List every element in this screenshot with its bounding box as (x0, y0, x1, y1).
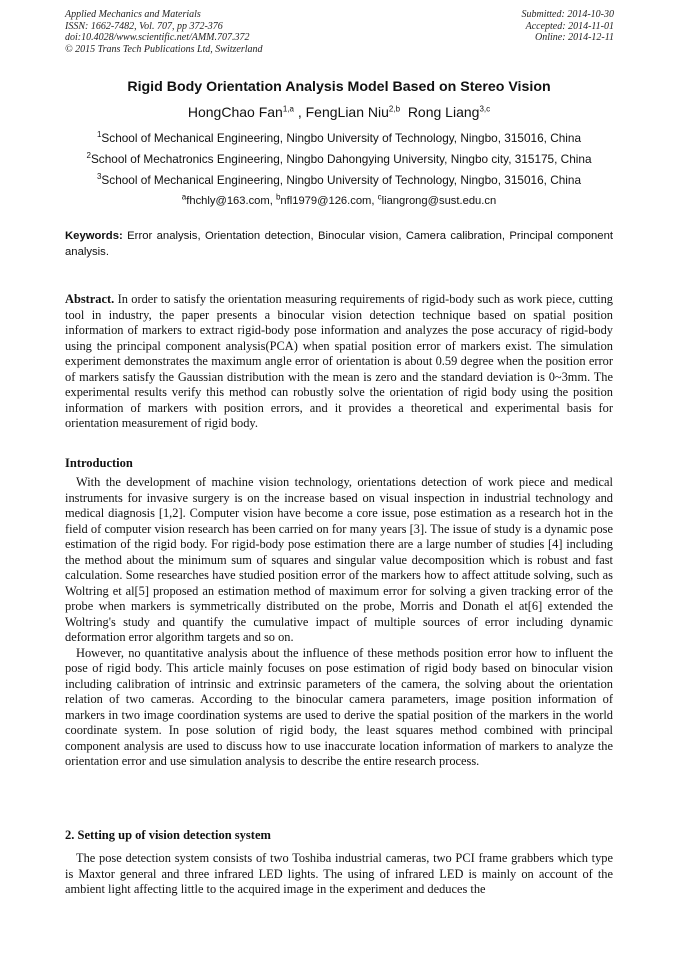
affiliation-sup: 3 (96, 172, 102, 182)
journal-info (65, 9, 263, 55)
abstract (65, 292, 613, 432)
affiliation-3 (0, 173, 678, 187)
affiliation-sup: 1 (96, 130, 102, 140)
keywords-label: Keywords: (65, 230, 123, 242)
author-sup: 2,b (388, 104, 401, 114)
email-sup: c (377, 192, 382, 202)
online-date: Online: 2014-12-11 (535, 32, 614, 43)
doi-line: doi:10.4028/www.scientific.net/AMM.707.372 (65, 32, 250, 43)
email-text: nfl1979@126.com, (280, 195, 378, 207)
accepted-date: Accepted: 2014-11-01 (525, 20, 614, 32)
email-text: fhchly@163.com, (186, 195, 276, 207)
abstract-label: Abstract. (65, 292, 115, 306)
introduction-heading: Introduction (65, 456, 133, 470)
affiliation-2 (0, 152, 678, 166)
author-separator: , (293, 104, 306, 120)
affiliation-sup: 2 (86, 151, 91, 161)
email-sup: b (275, 192, 281, 202)
introduction-body (65, 475, 613, 770)
author-emails (0, 192, 678, 207)
affiliation-text: School of Mechanical Engineering, Ningbo University of Technology, Ningbo, 315016, China (101, 173, 582, 187)
copyright-line: © 2015 Trans Tech Publications Ltd, Switzerland (65, 43, 263, 55)
author-separator (400, 104, 408, 120)
journal-name: Applied Mechanics and Materials (65, 9, 201, 20)
submission-dates (522, 9, 615, 44)
abstract-paragraph (65, 292, 613, 432)
affiliation-text: School of Mechatronics Engineering, Ningbo Dahongying University, Ningbo city, 315175, China (90, 152, 592, 166)
author-name: Rong Liang (407, 104, 480, 120)
abstract-text: In order to satisfy the orientation measuring requirements of rigid-body such as work piece, cutting tool in industry, the paper presents a binocular vision detection technique based on spatial position information of markers to extract rigid-body pose information and analyzes the pose accuracy of rigid-body using the principal component analysis(PCA) when spatial position error of markers exist. The simulation experiment demonstrates the maximum angle error of orientation is about 0.59 degree when the position error of markers satisfy the Gaussian distribution with the mean is zero and the standard deviation is 0~3mm. The experimental results verify this method can robustly solve the orientation of rigid body using the position information of markers with position errors, and it provides a theoretical and experimental basis for orientation measurement of rigid body. (65, 292, 613, 430)
affiliation-text: School of Mechanical Engineering, Ningbo University of Technology, Ningbo, 315016, China (101, 131, 582, 145)
author-sup: 3,c (479, 104, 491, 114)
keywords-text: Error analysis, Orientation detection, Binocular vision, Camera calibration, Principal component analysis. (65, 230, 613, 258)
author-list (0, 104, 678, 120)
keywords (65, 229, 613, 260)
email-sup: a (181, 192, 187, 202)
affiliation-1 (0, 131, 678, 145)
paper-title: Rigid Body Orientation Analysis Model Based on Stereo Vision (127, 79, 551, 95)
author-name: HongChao Fan (187, 104, 283, 120)
paragraph: The pose detection system consists of two Toshiba industrial cameras, two PCI frame grabbers which type is Maxtor general and three infrared LED lights. The using of infrared LED is mainly on account of the ambient light affecting little to the acquired image in the experiment and deduces the (65, 851, 613, 896)
author-name: FengLian Niu (305, 104, 389, 120)
section2-heading: 2. Setting up of vision detection system (65, 828, 271, 842)
paragraph: However, no quantitative analysis about the influence of these methods position error how to influent the pose of rigid body. This article mainly focuses on pose estimation of rigid body based on binocular vision including calibration of intrinsic and extrinsic parameters of the camera, the solving about the orientation relation of two cameras. According to the binocular camera parameters, image position information of markers in two image coordination systems are used to derive the spatial position of the markers in the world coordinate system. In pose solution of rigid body, the least squares method combined with principal component analysis are used to discuss how to use inaccurate location information of markers to analyze the orientation error and use simulation analysis to describe the entire research process. (65, 645, 613, 768)
section2-body (65, 851, 613, 898)
email-text: liangrong@sust.edu.cn (381, 195, 497, 207)
author-sup: 1,a (282, 104, 294, 114)
paragraph: With the development of machine vision technology, orientations detection of work piece and medical instruments for invasive surgery is on the increase based on visual inspection in industrial technology and medical diagnosis [1,2]. Computer vision have become a core issue, pose estimation as a research hot in the field of computer vision research has been carried on for many years [3]. The issue of study is a dynamic pose estimation of the rigid body. For rigid-body pose estimation there are a large number of studies [4] including the method about the minimum sum of squares and singular value decomposition which is robust and fast calculation. Some researches have studied position error of the markers how to affect attitude solving, such as Woltring et al[5] proposed an estimation method of maximum error for solving a given tracking error of the probe when markers is symmetrically distributed on the probe, Morris and Donath el at[6] extended the Woltring's study and quantify the cumulative impact of multiple sources of error including dynamic deformation error algorithm targets and so on. (65, 475, 613, 644)
submitted-date: Submitted: 2014-10-30 (521, 9, 614, 20)
issn-line: ISSN: 1662-7482, Vol. 707, pp 372-376 (65, 20, 223, 32)
